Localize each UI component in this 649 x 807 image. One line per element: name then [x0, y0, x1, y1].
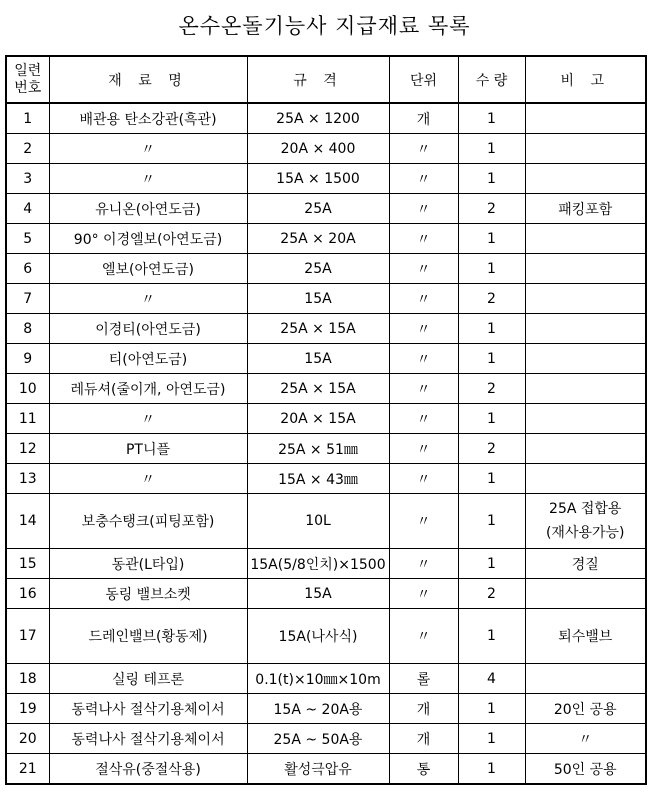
cell-spec: 25A [247, 254, 389, 284]
table-row [6, 164, 646, 194]
cell-material-name: 90° 이경엘보(아연도금) [49, 224, 247, 254]
cell-remark: 25A 접합용 (재사용가능) [525, 494, 646, 549]
cell-serial-no: 18 [6, 664, 49, 694]
header-spec: 규 격 [247, 56, 389, 103]
cell-material-name: 이경티(아연도금) [49, 314, 247, 344]
cell-unit: 〃 [389, 374, 458, 404]
cell-quantity: 1 [458, 494, 525, 549]
cell-unit: 〃 [389, 464, 458, 494]
cell-material-name: 레듀셔(줄이개, 아연도금) [49, 374, 247, 404]
cell-unit: 통 [389, 754, 458, 785]
table-row [6, 284, 646, 314]
cell-spec: 활성극압유 [247, 754, 389, 785]
cell-material-name: 〃 [49, 284, 247, 314]
table-row [6, 549, 646, 579]
cell-spec: 25A × 15A [247, 314, 389, 344]
header-remark: 비 고 [525, 56, 646, 103]
cell-remark [525, 134, 646, 164]
cell-spec: 25A × 20A [247, 224, 389, 254]
cell-unit: 〃 [389, 609, 458, 664]
cell-serial-no: 21 [6, 754, 49, 785]
cell-unit: 〃 [389, 164, 458, 194]
cell-material-name: 실링 테프론 [49, 664, 247, 694]
cell-material-name: 배관용 탄소강관(흑관) [49, 103, 247, 134]
cell-material-name: 동력나사 절삭기용체이서 [49, 694, 247, 724]
cell-spec: 20A × 15A [247, 404, 389, 434]
table-row [6, 494, 646, 549]
cell-quantity: 1 [458, 609, 525, 664]
cell-serial-no: 5 [6, 224, 49, 254]
cell-remark [525, 374, 646, 404]
cell-material-name: 동관(L타입) [49, 549, 247, 579]
cell-quantity: 2 [458, 284, 525, 314]
table-row [6, 754, 646, 785]
cell-serial-no: 10 [6, 374, 49, 404]
cell-spec: 25A ~ 50A용 [247, 724, 389, 754]
cell-material-name: 보충수탱크(피팅포함) [49, 494, 247, 549]
cell-serial-no: 12 [6, 434, 49, 464]
cell-unit: 〃 [389, 284, 458, 314]
header-quantity: 수 량 [458, 56, 525, 103]
cell-unit: 〃 [389, 194, 458, 224]
cell-quantity: 4 [458, 664, 525, 694]
cell-serial-no: 20 [6, 724, 49, 754]
cell-unit: 개 [389, 694, 458, 724]
cell-material-name: 〃 [49, 404, 247, 434]
cell-quantity: 1 [458, 754, 525, 785]
cell-quantity: 1 [458, 314, 525, 344]
table-row [6, 694, 646, 724]
cell-quantity: 1 [458, 164, 525, 194]
cell-spec: 15A [247, 284, 389, 314]
cell-quantity: 1 [458, 724, 525, 754]
cell-unit: 〃 [389, 494, 458, 549]
table-row [6, 464, 646, 494]
cell-serial-no: 2 [6, 134, 49, 164]
cell-quantity: 1 [458, 549, 525, 579]
cell-unit: 〃 [389, 549, 458, 579]
cell-material-name: 티(아연도금) [49, 344, 247, 374]
table-row [6, 579, 646, 609]
table-row [6, 724, 646, 754]
cell-serial-no: 4 [6, 194, 49, 224]
cell-serial-no: 3 [6, 164, 49, 194]
cell-unit: 개 [389, 103, 458, 134]
cell-serial-no: 8 [6, 314, 49, 344]
cell-unit: 롤 [389, 664, 458, 694]
cell-remark [525, 464, 646, 494]
table-row [6, 314, 646, 344]
cell-remark [525, 579, 646, 609]
cell-spec: 15A [247, 344, 389, 374]
cell-serial-no: 16 [6, 579, 49, 609]
cell-spec: 25A × 51㎜ [247, 434, 389, 464]
cell-remark: 경질 [525, 549, 646, 579]
cell-spec: 15A ~ 20A용 [247, 694, 389, 724]
cell-unit: 〃 [389, 404, 458, 434]
table-row [6, 254, 646, 284]
table-row [6, 103, 646, 134]
cell-remark: 50인 공용 [525, 754, 646, 785]
cell-serial-no: 15 [6, 549, 49, 579]
cell-remark [525, 254, 646, 284]
cell-unit: 〃 [389, 254, 458, 284]
cell-spec: 10L [247, 494, 389, 549]
cell-remark [525, 103, 646, 134]
cell-serial-no: 7 [6, 284, 49, 314]
cell-remark [525, 314, 646, 344]
cell-quantity: 1 [458, 404, 525, 434]
cell-unit: 〃 [389, 434, 458, 464]
cell-spec: 25A × 15A [247, 374, 389, 404]
cell-spec: 15A(나사식) [247, 609, 389, 664]
cell-remark [525, 664, 646, 694]
table-row [6, 194, 646, 224]
header-serial-no: 일련 번호 [6, 56, 49, 103]
cell-remark [525, 434, 646, 464]
cell-remark [525, 164, 646, 194]
table-row [6, 434, 646, 464]
cell-spec: 20A × 400 [247, 134, 389, 164]
cell-spec: 15A × 1500 [247, 164, 389, 194]
cell-material-name: 〃 [49, 164, 247, 194]
cell-serial-no: 17 [6, 609, 49, 664]
table-header-row [6, 56, 646, 103]
cell-quantity: 2 [458, 194, 525, 224]
table-row [6, 609, 646, 664]
table-row [6, 344, 646, 374]
cell-remark [525, 404, 646, 434]
cell-quantity: 2 [458, 579, 525, 609]
cell-unit: 개 [389, 724, 458, 754]
cell-remark: 20인 공용 [525, 694, 646, 724]
cell-spec: 15A(5/8인치)×1500 [247, 549, 389, 579]
cell-quantity: 1 [458, 103, 525, 134]
cell-quantity: 2 [458, 374, 525, 404]
cell-serial-no: 19 [6, 694, 49, 724]
cell-unit: 〃 [389, 224, 458, 254]
cell-unit: 〃 [389, 344, 458, 374]
cell-remark [525, 224, 646, 254]
cell-remark [525, 284, 646, 314]
cell-spec: 0.1(t)×10㎜×10m [247, 664, 389, 694]
cell-quantity: 1 [458, 134, 525, 164]
cell-quantity: 1 [458, 224, 525, 254]
materials-table [5, 55, 647, 785]
cell-spec: 25A × 1200 [247, 103, 389, 134]
cell-spec: 25A [247, 194, 389, 224]
cell-serial-no: 9 [6, 344, 49, 374]
cell-serial-no: 11 [6, 404, 49, 434]
cell-material-name: 드레인밸브(황동제) [49, 609, 247, 664]
cell-unit: 〃 [389, 314, 458, 344]
cell-quantity: 1 [458, 254, 525, 284]
cell-material-name: 절삭유(중절삭용) [49, 754, 247, 785]
cell-quantity: 1 [458, 464, 525, 494]
cell-material-name: PT니플 [49, 434, 247, 464]
table-row [6, 224, 646, 254]
cell-spec: 15A [247, 579, 389, 609]
cell-unit: 〃 [389, 134, 458, 164]
cell-serial-no: 6 [6, 254, 49, 284]
cell-spec: 15A × 43㎜ [247, 464, 389, 494]
cell-quantity: 2 [458, 434, 525, 464]
cell-quantity: 1 [458, 694, 525, 724]
cell-serial-no: 14 [6, 494, 49, 549]
cell-unit: 〃 [389, 579, 458, 609]
table-row [6, 404, 646, 434]
cell-remark: 퇴수밸브 [525, 609, 646, 664]
table-row [6, 664, 646, 694]
header-material-name: 재 료 명 [49, 56, 247, 103]
cell-serial-no: 1 [6, 103, 49, 134]
table-row [6, 374, 646, 404]
cell-remark: 패킹포함 [525, 194, 646, 224]
cell-material-name: 엘보(아연도금) [49, 254, 247, 284]
cell-material-name: 〃 [49, 134, 247, 164]
cell-material-name: 〃 [49, 464, 247, 494]
cell-serial-no: 13 [6, 464, 49, 494]
cell-material-name: 유니온(아연도금) [49, 194, 247, 224]
document-title: 온수온돌기능사 지급재료 목록 [178, 14, 471, 38]
cell-material-name: 동링 밸브소켓 [49, 579, 247, 609]
cell-remark: 〃 [525, 724, 646, 754]
table-row [6, 134, 646, 164]
cell-material-name: 동력나사 절삭기용체이서 [49, 724, 247, 754]
cell-quantity: 1 [458, 344, 525, 374]
cell-remark [525, 344, 646, 374]
header-unit: 단위 [389, 56, 458, 103]
